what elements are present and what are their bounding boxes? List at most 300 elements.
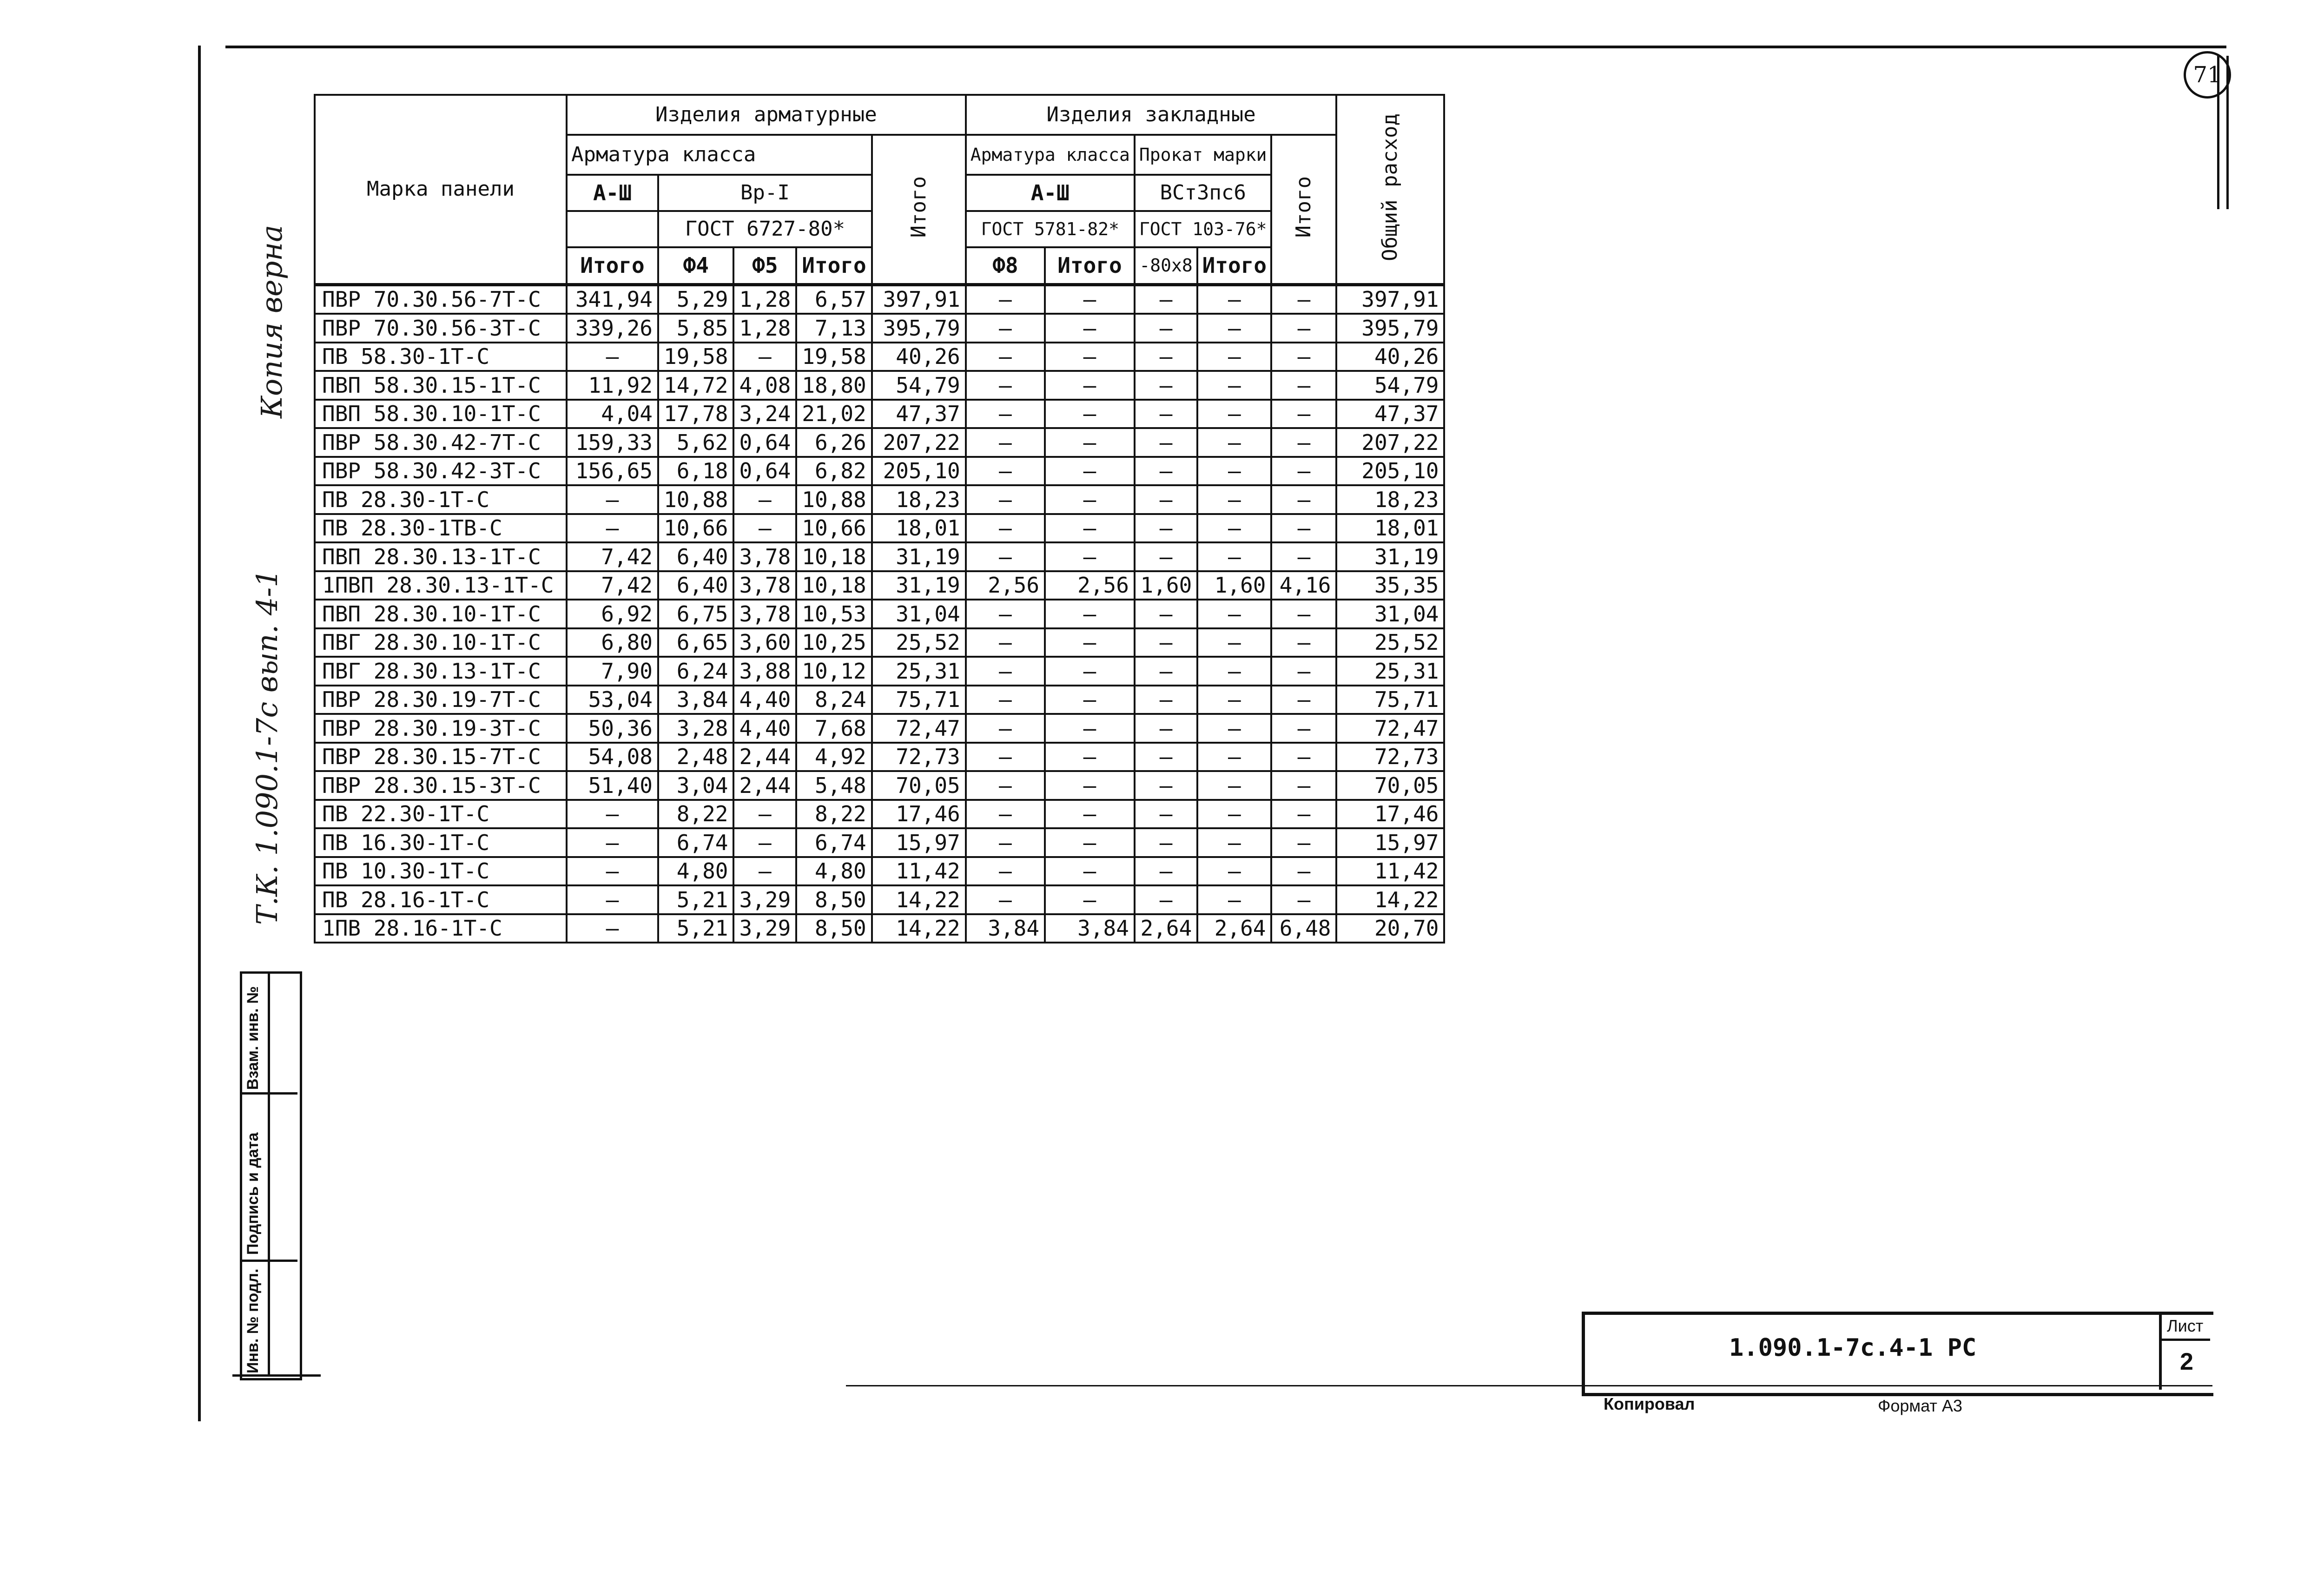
cell-st-total: – (1197, 800, 1271, 829)
cell-a3: – (567, 343, 658, 371)
table-row (315, 371, 1444, 400)
header-vr-itogo: Итого (796, 247, 872, 284)
cell-grand: 17,46 (1336, 800, 1444, 829)
table-row (315, 743, 1444, 772)
cell-d4: 17,78 (658, 400, 733, 429)
cell-total: 40,26 (872, 343, 966, 371)
table-row (315, 542, 1444, 571)
header-total-flow: Общий расход (1336, 95, 1444, 284)
cell-d5: 3,60 (733, 628, 796, 657)
cell-total: 205,10 (872, 457, 966, 486)
cell-d5: – (733, 800, 796, 829)
cell-d4: 6,65 (658, 628, 733, 657)
cell-total: 25,31 (872, 657, 966, 686)
cell-total: 31,19 (872, 542, 966, 571)
cell-d8-total: – (1045, 800, 1135, 829)
stamp-signature-date: Подпись и дата (244, 1132, 262, 1255)
header-vst: ВСт3пс6 (1135, 175, 1272, 211)
cell-emb-total: – (1271, 371, 1336, 400)
cell-d4: 6,40 (658, 571, 733, 600)
cell-grand: 395,79 (1336, 314, 1444, 343)
bottom-line-left (232, 1374, 321, 1377)
cell-st: – (1135, 485, 1197, 514)
header-rebar-class-emb: Арматура класса (966, 135, 1135, 175)
cell-vr-total: 10,18 (796, 542, 872, 571)
cell-mark: ПВГ 28.30.13-1Т-С (315, 657, 567, 686)
frame-left-border (198, 46, 201, 1421)
cell-d8-total: – (1045, 284, 1135, 314)
cell-a3: 50,36 (567, 714, 658, 743)
cell-d4: 2,48 (658, 743, 733, 772)
cell-emb-total: – (1271, 600, 1336, 628)
cell-mark: ПВ 16.30-1Т-С (315, 828, 567, 857)
materials-table (314, 94, 1445, 943)
cell-d8: – (966, 485, 1045, 514)
cell-st-total: – (1197, 657, 1271, 686)
cell-d5: – (733, 857, 796, 886)
cell-st-total: – (1197, 743, 1271, 772)
cell-st: – (1135, 885, 1197, 914)
cell-st-total: – (1197, 314, 1271, 343)
cell-st: – (1135, 314, 1197, 343)
cell-total: 70,05 (872, 771, 966, 800)
cell-emb-total: – (1271, 400, 1336, 429)
table-row (315, 485, 1444, 514)
cell-mark: ПВП 58.30.15-1Т-С (315, 371, 567, 400)
cell-d4: 5,21 (658, 914, 733, 943)
cell-emb-total: – (1271, 657, 1336, 686)
cell-vr-total: 6,26 (796, 428, 872, 457)
header-a3-itogo: Итого (567, 247, 658, 284)
cell-st: – (1135, 428, 1197, 457)
cell-st-total: – (1197, 485, 1271, 514)
cell-d8: – (966, 885, 1045, 914)
cell-d8-total: 2,56 (1045, 571, 1135, 600)
cell-grand: 20,70 (1336, 914, 1444, 943)
header-d8: Ф8 (966, 247, 1045, 284)
cell-st-total: – (1197, 714, 1271, 743)
sheet-label: Лист (2167, 1316, 2204, 1335)
table-row (315, 314, 1444, 343)
header-rebar-class: Арматура класса (567, 135, 872, 175)
cell-d8-total: – (1045, 428, 1135, 457)
cell-mark: ПВП 28.30.13-1Т-С (315, 542, 567, 571)
table-row (315, 828, 1444, 857)
header-rebar-total: Итого (872, 135, 966, 284)
cell-d8: – (966, 428, 1045, 457)
table-row (315, 857, 1444, 886)
cell-d5: 2,44 (733, 743, 796, 772)
cell-d8-total: – (1045, 714, 1135, 743)
cell-emb-total: – (1271, 343, 1336, 371)
cell-d8: – (966, 371, 1045, 400)
cell-d5: – (733, 828, 796, 857)
cell-vr-total: 10,88 (796, 485, 872, 514)
cell-d5: 2,44 (733, 771, 796, 800)
cell-d4: 6,75 (658, 600, 733, 628)
cell-a3: 54,08 (567, 743, 658, 772)
cell-st: – (1135, 343, 1197, 371)
cell-vr-total: 6,57 (796, 284, 872, 314)
cell-vr-total: 8,50 (796, 914, 872, 943)
cell-d8-total: – (1045, 743, 1135, 772)
table-row (315, 284, 1444, 314)
cell-a3: – (567, 800, 658, 829)
cell-a3: – (567, 485, 658, 514)
cell-emb-total: – (1271, 828, 1336, 857)
cell-emb-total: – (1271, 628, 1336, 657)
series-note: Т.К. 1.090.1-7с вып. 4-1 (250, 569, 284, 925)
cell-d5: 0,64 (733, 428, 796, 457)
cell-grand: 70,05 (1336, 771, 1444, 800)
document-code: 1.090.1-7с.4-1 РС (1729, 1334, 1977, 1362)
cell-d8-total: – (1045, 885, 1135, 914)
cell-emb-total: – (1271, 800, 1336, 829)
stamp-divider (240, 1260, 297, 1262)
table-row (315, 457, 1444, 486)
cell-st: – (1135, 284, 1197, 314)
cell-mark: ПВ 22.30-1Т-С (315, 800, 567, 829)
cell-grand: 31,04 (1336, 600, 1444, 628)
table-row (315, 686, 1444, 714)
cell-st-total: 2,64 (1197, 914, 1271, 943)
cell-mark: ПВ 58.30-1Т-С (315, 343, 567, 371)
cell-emb-total: – (1271, 771, 1336, 800)
header-a3: А-Ш (567, 175, 658, 211)
cell-d8: – (966, 314, 1045, 343)
cell-mark: ПВР 70.30.56-3Т-С (315, 314, 567, 343)
cell-d8: – (966, 514, 1045, 543)
header-a3-blank (567, 211, 658, 247)
cell-d5: 3,29 (733, 914, 796, 943)
cell-vr-total: 6,82 (796, 457, 872, 486)
cell-emb-total: – (1271, 428, 1336, 457)
cell-d4: 10,88 (658, 485, 733, 514)
cell-d8-total: 3,84 (1045, 914, 1135, 943)
cell-total: 397,91 (872, 284, 966, 314)
table-row (315, 514, 1444, 543)
cell-mark: ПВР 28.30.19-7Т-С (315, 686, 567, 714)
stamp-inv-no-orig: Инв. № подл. (244, 1268, 262, 1373)
cell-d5: 4,40 (733, 686, 796, 714)
cell-d8: – (966, 771, 1045, 800)
cell-a3: 7,42 (567, 542, 658, 571)
cell-mark: ПВ 28.30-1ТВ-С (315, 514, 567, 543)
cell-d8-total: – (1045, 400, 1135, 429)
cell-grand: 397,91 (1336, 284, 1444, 314)
cell-d8: – (966, 800, 1045, 829)
cell-st-total: 1,60 (1197, 571, 1271, 600)
cell-d5: 1,28 (733, 314, 796, 343)
cell-d4: 3,84 (658, 686, 733, 714)
cell-d5: 4,08 (733, 371, 796, 400)
cell-st: – (1135, 743, 1197, 772)
cell-d8-total: – (1045, 457, 1135, 486)
sheet-number-circle: 71 (2184, 51, 2231, 99)
cell-d4: 3,04 (658, 771, 733, 800)
cell-d4: 6,18 (658, 457, 733, 486)
cell-emb-total: – (1271, 314, 1336, 343)
cell-vr-total: 4,92 (796, 743, 872, 772)
cell-total: 47,37 (872, 400, 966, 429)
cell-a3: 4,04 (567, 400, 658, 429)
cell-a3: 11,92 (567, 371, 658, 400)
cell-d8: – (966, 857, 1045, 886)
cell-vr-total: 8,50 (796, 885, 872, 914)
cell-emb-total: – (1271, 514, 1336, 543)
cell-d8-total: – (1045, 686, 1135, 714)
header-embedded-products: Изделия закладные (966, 95, 1337, 135)
stamp-replaced-inv: Взам. инв. № (244, 986, 262, 1090)
header-size-80x8: -80х8 (1135, 247, 1197, 284)
cell-a3: 51,40 (567, 771, 658, 800)
cell-d5: 3,29 (733, 885, 796, 914)
cell-emb-total: – (1271, 857, 1336, 886)
cell-total: 72,73 (872, 743, 966, 772)
cell-grand: 18,01 (1336, 514, 1444, 543)
cell-total: 17,46 (872, 800, 966, 829)
cell-vr-total: 5,48 (796, 771, 872, 800)
table-row (315, 714, 1444, 743)
cell-d4: 6,24 (658, 657, 733, 686)
frame-top-border (225, 46, 2226, 48)
table-row (315, 400, 1444, 429)
cell-grand: 18,23 (1336, 485, 1444, 514)
stamp-divider (240, 1092, 297, 1095)
cell-a3: – (567, 857, 658, 886)
cell-grand: 72,47 (1336, 714, 1444, 743)
table-row (315, 628, 1444, 657)
cell-d8: 2,56 (966, 571, 1045, 600)
cell-d8: – (966, 743, 1045, 772)
cell-d4: 5,21 (658, 885, 733, 914)
cell-st-total: – (1197, 771, 1271, 800)
cell-d5: – (733, 343, 796, 371)
table-row (315, 571, 1444, 600)
cell-mark: ПВР 70.30.56-7Т-С (315, 284, 567, 314)
table-row (315, 428, 1444, 457)
cell-vr-total: 7,13 (796, 314, 872, 343)
cell-st-total: – (1197, 371, 1271, 400)
cell-emb-total: – (1271, 743, 1336, 772)
cell-d4: 5,29 (658, 284, 733, 314)
cell-d8-total: – (1045, 314, 1135, 343)
copied-label: Копировал (1604, 1394, 1695, 1413)
cell-emb-total: 4,16 (1271, 571, 1336, 600)
cell-vr-total: 4,80 (796, 857, 872, 886)
cell-grand: 11,42 (1336, 857, 1444, 886)
cell-st: – (1135, 400, 1197, 429)
cell-st: – (1135, 542, 1197, 571)
cell-d4: 5,62 (658, 428, 733, 457)
cell-st: – (1135, 371, 1197, 400)
cell-vr-total: 8,24 (796, 686, 872, 714)
cell-d8: – (966, 400, 1045, 429)
cell-d8-total: – (1045, 542, 1135, 571)
header-a3-emb: А-Ш (966, 175, 1135, 211)
title-divider (2159, 1312, 2162, 1390)
cell-emb-total: – (1271, 714, 1336, 743)
cell-grand: 35,35 (1336, 571, 1444, 600)
cell-a3: – (567, 885, 658, 914)
cell-total: 15,97 (872, 828, 966, 857)
cell-d8: – (966, 714, 1045, 743)
cell-st: – (1135, 828, 1197, 857)
cell-vr-total: 10,25 (796, 628, 872, 657)
cell-grand: 14,22 (1336, 885, 1444, 914)
table-row (315, 800, 1444, 829)
cell-a3: – (567, 514, 658, 543)
cell-total: 18,01 (872, 514, 966, 543)
header-rebar-products: Изделия арматурные (567, 95, 966, 135)
cell-grand: 205,10 (1336, 457, 1444, 486)
cell-d8: – (966, 686, 1045, 714)
header-gost-6727: ГОСТ 6727-80* (658, 211, 872, 247)
cell-mark: 1ПВП 28.30.13-1Т-С (315, 571, 567, 600)
cell-mark: ПВР 28.30.19-3Т-С (315, 714, 567, 743)
table-row (315, 914, 1444, 943)
format-label: Формат А3 (1878, 1396, 1962, 1415)
cell-emb-total: – (1271, 284, 1336, 314)
header-d8-itogo: Итого (1045, 247, 1135, 284)
cell-st: – (1135, 514, 1197, 543)
cell-emb-total: – (1271, 686, 1336, 714)
cell-d8: – (966, 628, 1045, 657)
cell-st-total: – (1197, 343, 1271, 371)
cell-d8: – (966, 828, 1045, 857)
cell-a3: 341,94 (567, 284, 658, 314)
table-row (315, 600, 1444, 628)
cell-a3: 156,65 (567, 457, 658, 486)
cell-d4: 3,28 (658, 714, 733, 743)
cell-total: 18,23 (872, 485, 966, 514)
cell-d8: – (966, 600, 1045, 628)
cell-grand: 25,31 (1336, 657, 1444, 686)
cell-total: 395,79 (872, 314, 966, 343)
cell-a3: 6,92 (567, 600, 658, 628)
header-gost-5781: ГОСТ 5781-82* (966, 211, 1135, 247)
cell-d8: – (966, 457, 1045, 486)
cell-total: 207,22 (872, 428, 966, 457)
cell-vr-total: 6,74 (796, 828, 872, 857)
cell-grand: 207,22 (1336, 428, 1444, 457)
cell-d5: – (733, 485, 796, 514)
cell-grand: 54,79 (1336, 371, 1444, 400)
copy-true-note: Копия верна (255, 224, 289, 418)
cell-d8: – (966, 343, 1045, 371)
cell-mark: ПВ 28.16-1Т-С (315, 885, 567, 914)
cell-d8-total: – (1045, 628, 1135, 657)
table-row (315, 657, 1444, 686)
cell-st-total: – (1197, 857, 1271, 886)
header-rolled-grade: Прокат марки (1135, 135, 1272, 175)
cell-d8-total: – (1045, 857, 1135, 886)
cell-a3: – (567, 914, 658, 943)
cell-st: – (1135, 457, 1197, 486)
cell-d8-total: – (1045, 343, 1135, 371)
cell-vr-total: 21,02 (796, 400, 872, 429)
cell-d8: – (966, 657, 1045, 686)
cell-grand: 75,71 (1336, 686, 1444, 714)
cell-mark: 1ПВ 28.16-1Т-С (315, 914, 567, 943)
cell-grand: 25,52 (1336, 628, 1444, 657)
cell-vr-total: 19,58 (796, 343, 872, 371)
cell-st-total: – (1197, 686, 1271, 714)
cell-st-total: – (1197, 457, 1271, 486)
cell-st-total: – (1197, 600, 1271, 628)
cell-vr-total: 10,66 (796, 514, 872, 543)
header-emb-total: Итого (1271, 135, 1336, 284)
cell-d5: 3,24 (733, 400, 796, 429)
cell-total: 31,19 (872, 571, 966, 600)
cell-d4: 19,58 (658, 343, 733, 371)
cell-a3: 339,26 (567, 314, 658, 343)
cell-a3: 53,04 (567, 686, 658, 714)
cell-total: 54,79 (872, 371, 966, 400)
cell-grand: 31,19 (1336, 542, 1444, 571)
cell-a3: 7,90 (567, 657, 658, 686)
cell-emb-total: – (1271, 542, 1336, 571)
cell-d5: – (733, 514, 796, 543)
table-body (315, 284, 1444, 943)
cell-d8: – (966, 542, 1045, 571)
header-gost-103: ГОСТ 103-76* (1135, 211, 1272, 247)
cell-grand: 15,97 (1336, 828, 1444, 857)
cell-st-total: – (1197, 284, 1271, 314)
cell-grand: 72,73 (1336, 743, 1444, 772)
cell-d8: 3,84 (966, 914, 1045, 943)
cell-grand: 47,37 (1336, 400, 1444, 429)
cell-emb-total: – (1271, 885, 1336, 914)
cell-d4: 8,22 (658, 800, 733, 829)
title-divider-h (2159, 1339, 2210, 1341)
cell-d8-total: – (1045, 657, 1135, 686)
cell-d5: 4,40 (733, 714, 796, 743)
cell-vr-total: 18,80 (796, 371, 872, 400)
header-d4: Ф4 (658, 247, 733, 284)
table-row (315, 771, 1444, 800)
cell-total: 25,52 (872, 628, 966, 657)
cell-d4: 10,66 (658, 514, 733, 543)
cell-mark: ПВР 28.30.15-3Т-С (315, 771, 567, 800)
cell-grand: 40,26 (1336, 343, 1444, 371)
cell-d5: 3,78 (733, 600, 796, 628)
cell-vr-total: 10,53 (796, 600, 872, 628)
cell-st: – (1135, 657, 1197, 686)
cell-a3: – (567, 828, 658, 857)
cell-mark: ПВ 10.30-1Т-С (315, 857, 567, 886)
cell-st: – (1135, 857, 1197, 886)
cell-total: 31,04 (872, 600, 966, 628)
header-vr1: Вр-I (658, 175, 872, 211)
cell-a3: 7,42 (567, 571, 658, 600)
cell-mark: ПВР 58.30.42-7Т-С (315, 428, 567, 457)
header-d5: Ф5 (733, 247, 796, 284)
cell-total: 75,71 (872, 686, 966, 714)
cell-st: – (1135, 600, 1197, 628)
cell-st-total: – (1197, 428, 1271, 457)
cell-d8-total: – (1045, 771, 1135, 800)
cell-d8-total: – (1045, 485, 1135, 514)
cell-st: – (1135, 714, 1197, 743)
header-st-itogo: Итого (1197, 247, 1271, 284)
cell-mark: ПВП 28.30.10-1Т-С (315, 600, 567, 628)
cell-d5: 3,78 (733, 542, 796, 571)
cell-d4: 6,74 (658, 828, 733, 857)
cell-emb-total: 6,48 (1271, 914, 1336, 943)
cell-mark: ПВ 28.30-1Т-С (315, 485, 567, 514)
header-mark: Марка панели (315, 95, 567, 284)
